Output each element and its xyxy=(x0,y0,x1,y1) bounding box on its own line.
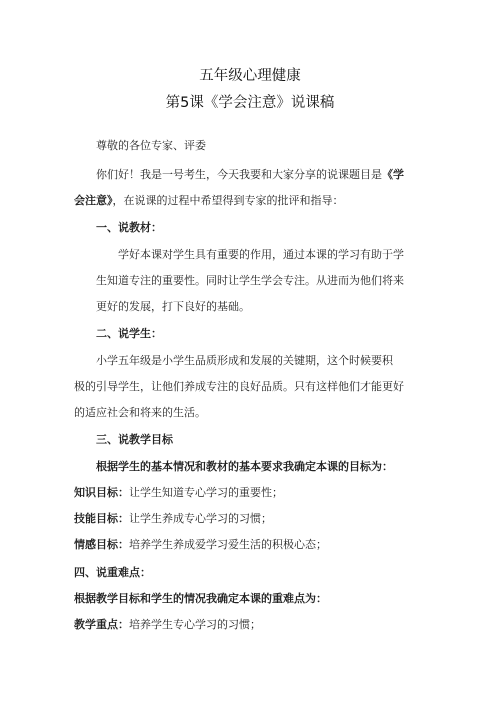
section4-heading: 四、说重难点： xyxy=(74,566,151,579)
goal-text: 让学生知道专心学习的重要性； xyxy=(129,486,283,499)
section2-heading: 二、说学生： xyxy=(96,327,162,340)
section2-line: 极的引导学生，让他们养成专注的良好品质。只有这样他们才能更好 xyxy=(74,380,404,393)
intro-book-1: 《学 xyxy=(382,168,404,181)
section3-lead: 根据学生的基本情况和教材的基本要求我确定本课的目标为： xyxy=(96,460,393,473)
intro-text-1: 你们好！我是一号考生，今天我要和大家分享的说课题目是 xyxy=(96,168,382,181)
goal-label: 技能目标： xyxy=(74,512,129,525)
section2-line: 的适应社会和将来的生活。 xyxy=(74,406,206,419)
doc-subtitle: 第5课《学会注意》说课稿 xyxy=(165,95,335,111)
goal-emotion xyxy=(74,538,327,552)
section1-line: 更好的发展，打下良好的基础。 xyxy=(96,300,250,313)
intro-line-1 xyxy=(96,168,404,182)
intro-text-2: ，在说课的过程中希望得到专家的批评和指导： xyxy=(112,194,344,207)
goal-text: 让学生养成专心学习的习惯； xyxy=(129,512,272,525)
teaching-key-point xyxy=(74,618,261,632)
intro-book-2: 会注意》 xyxy=(74,194,113,207)
key-label: 教学重点： xyxy=(74,618,129,631)
section1-line: 学好本课对学生具有重要的作用，通过本课的学习有助于学 xyxy=(118,248,404,261)
section1-heading: 一、说教材： xyxy=(96,221,162,234)
goal-label: 知识目标： xyxy=(74,486,129,499)
doc-title: 五年级心理健康 xyxy=(199,68,301,84)
goal-skill xyxy=(74,512,272,526)
greeting-line: 尊敬的各位专家、评委 xyxy=(96,139,206,152)
section3-heading: 三、说教学目标 xyxy=(96,433,173,446)
key-text: 培养学生专心学习的习惯； xyxy=(129,618,261,631)
goal-knowledge xyxy=(74,486,283,500)
goal-text: 培养学生养成爱学习爱生活的积极心态； xyxy=(129,538,327,551)
section2-line: 小学五年级是小学生品质形成和发展的关键期，这个时候要积 xyxy=(96,354,393,367)
section1-line: 生知道专注的重要性。同时让学生学会专注。从进而为他们将来 xyxy=(96,274,404,287)
intro-line-2 xyxy=(74,194,344,208)
section4-lead: 根据教学目标和学生的情况我确定本课的重难点为： xyxy=(74,592,327,605)
goal-label: 情感目标： xyxy=(74,538,129,551)
